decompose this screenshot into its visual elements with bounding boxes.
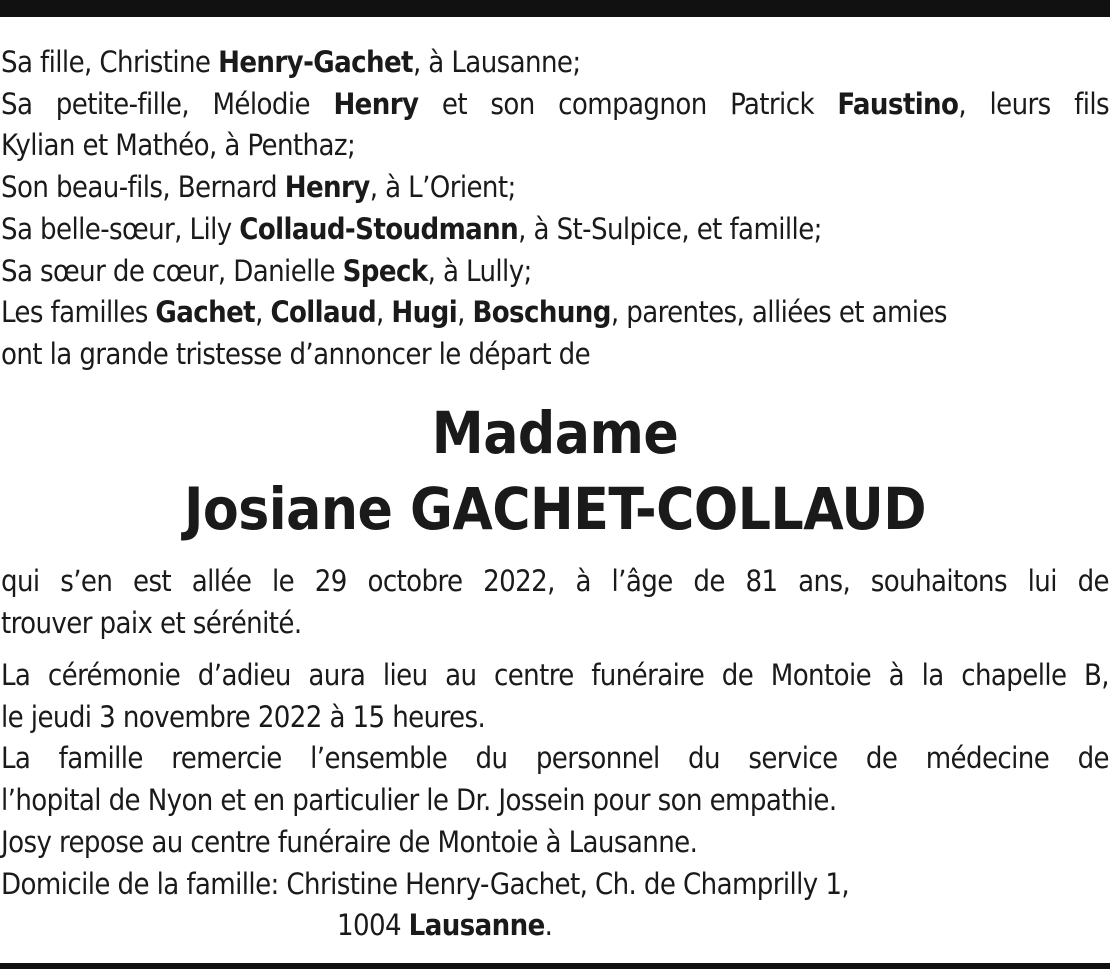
relative-sister-in-law: Sa belle-sœur, Lily Collaud-Stoudmann, à St-Sulpice, et famille; (1, 211, 822, 246)
thanks-line-2: l’hopital de Nyon et en particulier le Dr. Jossein pour son empathie. (1, 783, 837, 818)
relative-families: Les familles Gachet, Collaud, Hugi, Boschung, parentes, alliées et amies (1, 295, 947, 330)
ceremony-line-1: La cérémonie d’adieu aura lieu au centre funéraire de Montoie à la chapelle B, (1, 658, 1109, 692)
relative-great-grandsons: Kylian et Mathéo, à Penthaz; (1, 128, 356, 163)
family-address-line-1: Domicile de la famille: Christine Henry-Gachet, Ch. de Champrilly 1, (1, 866, 850, 901)
ceremony-info (1, 655, 1109, 947)
relative-daughter: Sa fille, Christine Henry-Gachet, à Lausanne; (1, 45, 581, 79)
announcement-line: ont la grande tristesse d’annoncer le départ de (1, 336, 591, 371)
thanks-line-1: La famille remercie l’ensemble du personnel du service de médecine de (1, 741, 1109, 776)
rest-location-line: Josy repose au centre funéraire de Montoie à Lausanne. (1, 824, 698, 859)
top-rule (0, 0, 1110, 17)
relative-granddaughter: Sa petite-fille, Mélodie Henry et son compagnon Patrick Faustino, leurs fils (1, 86, 1109, 121)
ceremony-line-2: le jeudi 3 novembre 2022 à 15 heures. (1, 699, 486, 734)
family-address-line-2: 1004 Lausanne. (337, 908, 553, 943)
deceased-name: Josiane GACHET-COLLAUD (183, 475, 927, 543)
relative-heart-sister: Sa sœur de cœur, Danielle Speck, à Lully; (1, 253, 532, 288)
death-notice-line-2: trouver paix et sérénité. (1, 605, 302, 640)
relative-son-in-law: Son beau-fils, Bernard Henry, à L’Orient; (1, 170, 516, 205)
death-notice-line-1: qui s’en est allée le 29 octobre 2022, à l’âge de 81 ans, souhaitons lui de (1, 564, 1109, 598)
bottom-rule (0, 963, 1110, 969)
deceased-title: Madame (431, 399, 679, 467)
relatives-list (1, 42, 1109, 376)
death-notice (1, 561, 1109, 644)
deceased-name-block (0, 395, 1110, 547)
